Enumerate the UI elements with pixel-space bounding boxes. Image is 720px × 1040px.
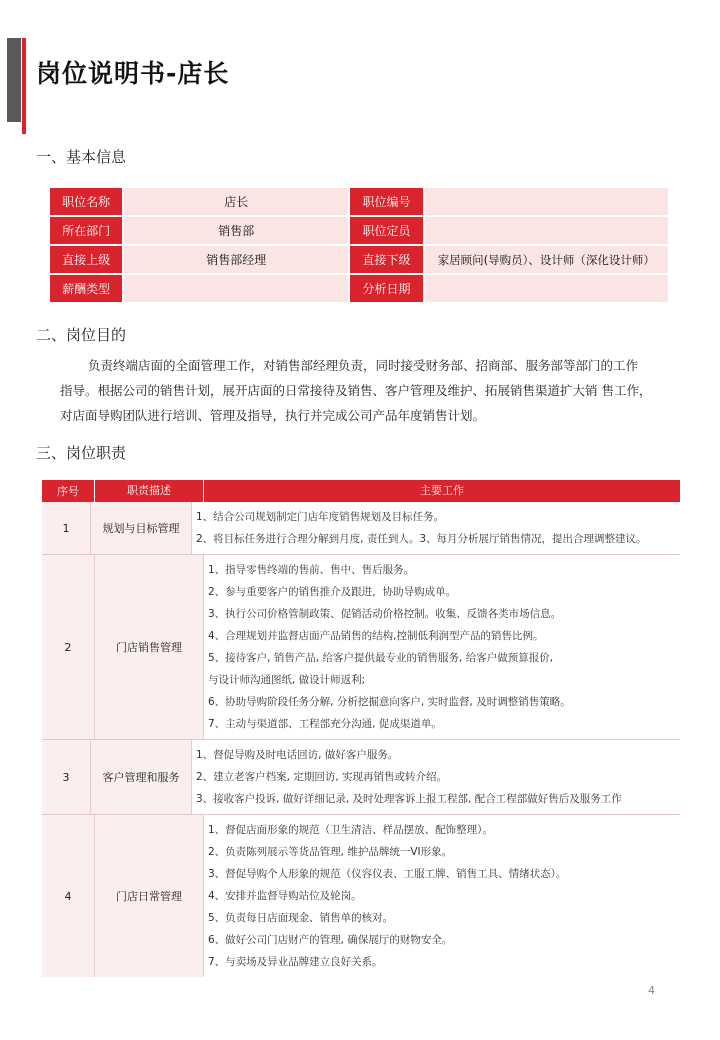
- table-row: [42, 555, 680, 740]
- label-cell: 职位名称: [49, 187, 123, 216]
- paragraph-line: 负责终端店面的全面管理工作，对销售部经理负责，同时接受财务部、招商部、服务部等部门的工作: [88, 358, 639, 373]
- duty-item: 1、督促导购及时电话回访, 做好客户服务。: [196, 749, 399, 761]
- section-heading-duties: 三、岗位职责: [36, 444, 127, 462]
- duty-item: 2、建立老客户档案, 定期回访, 实现再销售或转介绍。: [196, 771, 448, 783]
- title-accent-line: [22, 38, 26, 134]
- duty-item: 2、将目标任务进行合理分解到月度, 责任到人。3、每月分析展厅销售情况，提出合理调整建议。: [196, 533, 647, 545]
- duty-item: 7、主动与渠道部、工程部充分沟通, 促成渠道单。: [208, 718, 442, 730]
- duty-table-body: [42, 502, 680, 977]
- duty-table-header: [42, 480, 680, 502]
- duty-description: 门店日常管理: [95, 815, 204, 977]
- duty-item: 6、协助导购阶段任务分解, 分析挖掘意向客户, 实时监督, 及时调整销售策略。: [208, 696, 571, 708]
- purpose-paragraph: [60, 353, 684, 428]
- table-row: [49, 187, 669, 216]
- row-number: 1: [42, 502, 91, 554]
- duty-item: 4、安排并监督导购站位及轮岗。: [208, 890, 362, 902]
- table-row: [49, 274, 669, 303]
- table-row: [42, 815, 680, 977]
- duty-description: 门店销售管理: [95, 555, 204, 739]
- table-row: [42, 502, 680, 555]
- section-heading-purpose: 二、岗位目的: [36, 326, 127, 344]
- value-cell: [424, 216, 669, 245]
- duty-items: [192, 502, 680, 554]
- value-cell: 家居顾问(导购员）、设计师（深化设计师）: [424, 245, 669, 274]
- value-cell: [123, 274, 349, 303]
- value-cell: [424, 187, 669, 216]
- row-number: 2: [42, 555, 95, 739]
- label-cell: 直接上级: [49, 245, 123, 274]
- duty-item: 2、负责陈列展示等货品管理, 维护品牌统一VI形象。: [208, 846, 453, 858]
- label-cell: 所在部门: [49, 216, 123, 245]
- value-cell: [424, 274, 669, 303]
- label-cell: 分析日期: [349, 274, 423, 303]
- label-cell: 薪酬类型: [49, 274, 123, 303]
- table-row: [49, 216, 669, 245]
- duty-item: 2、参与重要客户的销售推介及跟进，协助导购成单。: [208, 586, 457, 598]
- header-no: 序号: [57, 485, 79, 498]
- title-accent-bar: [7, 38, 21, 122]
- duty-items: [204, 555, 680, 739]
- paragraph-line: 指导。根据公司的销售计划，展开店面的日常接待及销售、客户管理及维护、拓展销售渠道扩大销 售工作，: [60, 383, 652, 398]
- row-number: 3: [42, 740, 91, 814]
- table-row: [49, 245, 669, 274]
- duty-item: 3、接收客户投诉, 做好详细记录, 及时处理客诉上报工程部, 配合工程部做好售后及服务工作: [196, 793, 622, 805]
- value-cell: 销售部: [123, 216, 349, 245]
- duty-item: 1、指导零售终端的售前、售中、售后服务。: [208, 564, 415, 576]
- page-number: 4: [648, 984, 655, 997]
- label-cell: 职位定员: [349, 216, 423, 245]
- label-cell: 直接下级: [349, 245, 423, 274]
- document-title: 岗位说明书-店长: [36, 59, 230, 88]
- header-desc: 职责描述: [94, 480, 203, 502]
- duty-item: 4、合理规划并监督店面产品销售的结构,控制低利润型产品的销售比例。: [208, 630, 544, 642]
- duty-item: 与设计师沟通图纸, 做设计师返利;: [208, 674, 366, 686]
- duty-item: 5、接待客户, 销售产品, 给客户提供最专业的销售服务, 给客户做预算报价,: [208, 652, 554, 664]
- duty-items: [192, 740, 680, 814]
- duty-items: [204, 815, 680, 977]
- value-cell: 店长: [123, 187, 349, 216]
- value-cell: 销售部经理: [123, 245, 349, 274]
- duty-item: 7、与卖场及异业品牌建立良好关系。: [208, 956, 383, 968]
- table-row: [42, 740, 680, 815]
- row-number: 4: [42, 815, 95, 977]
- paragraph-line: 对店面导购团队进行培训、管理及指导，执行并完成公司产品年度销售计划。: [60, 408, 486, 423]
- basic-info-table: [48, 186, 670, 304]
- label-cell: 职位编号: [349, 187, 423, 216]
- duty-description: 客户管理和服务: [91, 740, 192, 814]
- duty-item: 3、督促导购个人形象的规范（仪容仪表、工服工牌、销售工具、情绪状态）。: [208, 868, 567, 880]
- duty-item: 3、执行公司价格管制政策、促销活动价格控制。收集、反馈各类市场信息。: [208, 608, 562, 620]
- duty-item: 1、督促店面形象的规范（卫生清洁、样品摆放、配饰整理）。: [208, 824, 493, 836]
- section-heading-basic-info: 一、基本信息: [36, 148, 127, 166]
- duty-item: 5、负责每日店面现金、销售单的核对。: [208, 912, 394, 924]
- duty-description: 规划与目标管理: [91, 502, 192, 554]
- header-main: 主要工作: [203, 480, 680, 502]
- duty-item: 6、做好公司门店财产的管理, 确保展厅的财物安全。: [208, 934, 453, 946]
- duty-item: 1、结合公司规划制定门店年度销售规划及目标任务。: [196, 511, 445, 523]
